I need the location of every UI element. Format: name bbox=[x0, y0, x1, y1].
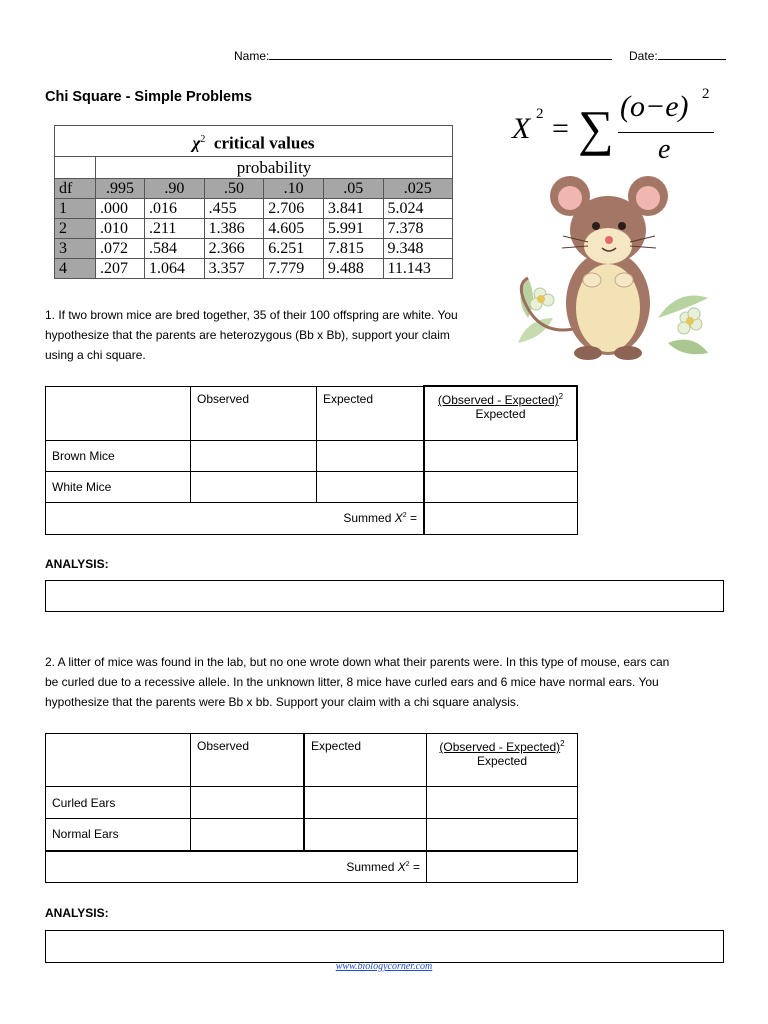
expected-header: Expected bbox=[304, 734, 427, 787]
value-cell: 3.357 bbox=[204, 259, 264, 279]
value-cell: 6.251 bbox=[264, 239, 324, 259]
table-row bbox=[46, 787, 578, 819]
page-title: Chi Square - Simple Problems bbox=[45, 89, 253, 105]
formula-numerator: (o−e) bbox=[620, 90, 689, 123]
table-row bbox=[55, 199, 453, 219]
ratio-input[interactable] bbox=[424, 440, 577, 471]
expected-input[interactable] bbox=[317, 440, 425, 471]
value-cell: 9.488 bbox=[323, 259, 383, 279]
value-cell: .584 bbox=[145, 239, 205, 259]
prob-col-header: .90 bbox=[145, 179, 205, 199]
summed-label: Summed bbox=[346, 859, 395, 874]
value-cell: 3.841 bbox=[323, 199, 383, 219]
df-cell: 3 bbox=[55, 239, 96, 259]
question-line: 2. A litter of mice was found in the lab, but no one wrote down what their parents were. In this type of mouse, ears can bbox=[45, 655, 670, 669]
chi-symbol: χ bbox=[192, 133, 201, 153]
question-2-table bbox=[45, 733, 578, 883]
value-cell: .016 bbox=[145, 199, 205, 219]
corner-cell bbox=[46, 734, 191, 787]
critical-values-heading bbox=[55, 126, 453, 157]
ratio-input[interactable] bbox=[424, 471, 577, 502]
critical-values-table bbox=[54, 125, 453, 279]
formula-sum: ∑ bbox=[578, 100, 614, 156]
ratio-header bbox=[424, 386, 577, 440]
mouse-illustration bbox=[508, 168, 718, 368]
question-1-text bbox=[45, 305, 515, 365]
corner-cell bbox=[46, 386, 191, 440]
question-line: hypothesize that the parents were Bb x bb. Support your claim with a chi square analysis. bbox=[45, 695, 520, 709]
formula-eq: = bbox=[552, 112, 569, 145]
date-blank[interactable] bbox=[658, 48, 726, 60]
value-cell: 7.378 bbox=[383, 219, 452, 239]
date-label: Date: bbox=[629, 49, 658, 63]
summed-sup: 2 bbox=[402, 512, 407, 519]
summed-symbol: X bbox=[397, 859, 406, 874]
formula-x: X bbox=[512, 112, 531, 145]
formula-num-sup: 2 bbox=[702, 86, 710, 102]
analysis-box[interactable] bbox=[45, 580, 724, 612]
chi-square-formula bbox=[510, 86, 725, 170]
row-label-normal-ears: Normal Ears bbox=[46, 819, 191, 851]
prob-col-header: .50 bbox=[204, 179, 264, 199]
table-row bbox=[46, 440, 578, 471]
ratio-denominator: Expected bbox=[476, 754, 528, 768]
critical-values-title: critical values bbox=[213, 133, 315, 153]
value-cell: 4.605 bbox=[264, 219, 324, 239]
prob-col-header: .10 bbox=[264, 179, 324, 199]
observed-input[interactable] bbox=[191, 440, 317, 471]
fraction-bar bbox=[618, 132, 714, 133]
df-cell: 1 bbox=[55, 199, 96, 219]
question-line: 1. If two brown mice are bred together, 35 of their 100 offspring are white. You bbox=[45, 308, 458, 322]
expected-input[interactable] bbox=[317, 471, 425, 502]
observed-header: Observed bbox=[191, 734, 305, 787]
row-label-curled-ears: Curled Ears bbox=[46, 787, 191, 819]
footer-link[interactable]: www.biologycorner.com bbox=[335, 961, 433, 972]
ratio-sup: 2 bbox=[558, 392, 564, 401]
value-cell: 1.064 bbox=[145, 259, 205, 279]
prob-col-header: .05 bbox=[323, 179, 383, 199]
expected-input[interactable] bbox=[304, 787, 427, 819]
name-label: Name: bbox=[234, 49, 270, 63]
value-cell: 1.386 bbox=[204, 219, 264, 239]
table-row bbox=[55, 219, 453, 239]
summed-eq: = bbox=[412, 859, 420, 874]
summed-eq: = bbox=[409, 511, 417, 525]
value-cell: 9.348 bbox=[383, 239, 452, 259]
value-cell: .207 bbox=[96, 259, 145, 279]
table-row bbox=[55, 239, 453, 259]
ratio-header bbox=[427, 734, 578, 787]
summed-sup: 2 bbox=[405, 860, 410, 868]
value-cell: 2.706 bbox=[264, 199, 324, 219]
observed-input[interactable] bbox=[191, 471, 317, 502]
blank-cell bbox=[55, 157, 96, 179]
question-line: be curled due to a recessive allele. In the unknown litter, 8 mice have curled ears and 6 mice have normal ears. You bbox=[45, 675, 659, 689]
ratio-input[interactable] bbox=[427, 787, 578, 819]
value-cell: .211 bbox=[145, 219, 205, 239]
table-row bbox=[55, 259, 453, 279]
value-cell: 7.815 bbox=[323, 239, 383, 259]
observed-input[interactable] bbox=[191, 819, 305, 851]
expected-input[interactable] bbox=[304, 819, 427, 851]
analysis-box[interactable] bbox=[45, 930, 724, 963]
summed-label-cell bbox=[46, 502, 425, 534]
value-cell: .455 bbox=[204, 199, 264, 219]
table-row bbox=[46, 471, 578, 502]
summed-label: Summed bbox=[343, 511, 392, 525]
summed-input[interactable] bbox=[427, 851, 578, 883]
value-cell: 2.366 bbox=[204, 239, 264, 259]
value-cell: 11.143 bbox=[383, 259, 452, 279]
name-date-header bbox=[234, 48, 726, 63]
value-cell: 5.024 bbox=[383, 199, 452, 219]
question-2-text bbox=[45, 652, 735, 712]
summed-input[interactable] bbox=[424, 502, 577, 534]
ratio-input[interactable] bbox=[427, 819, 578, 851]
question-1-table bbox=[45, 385, 578, 535]
probability-label: probability bbox=[96, 157, 453, 179]
question-line: using a chi square. bbox=[45, 348, 146, 362]
df-cell: 4 bbox=[55, 259, 96, 279]
summed-symbol: X bbox=[394, 511, 403, 525]
question-line: hypothesize that the parents are heterozygous (Bb x Bb), support your claim bbox=[45, 328, 450, 342]
row-label-brown-mice: Brown Mice bbox=[46, 440, 191, 471]
df-header: df bbox=[55, 179, 96, 199]
observed-input[interactable] bbox=[191, 787, 305, 819]
table-row bbox=[46, 819, 578, 851]
df-cell: 2 bbox=[55, 219, 96, 239]
analysis-label: ANALYSIS: bbox=[45, 557, 109, 571]
value-cell: 5.991 bbox=[323, 219, 383, 239]
expected-header: Expected bbox=[317, 386, 425, 440]
ratio-sup: 2 bbox=[560, 739, 565, 748]
prob-col-header: .025 bbox=[383, 179, 452, 199]
summed-label-cell bbox=[46, 851, 427, 883]
name-blank[interactable] bbox=[269, 48, 612, 60]
ratio-numerator: (Observed - Expected) bbox=[437, 393, 559, 407]
chi-sup: 2 bbox=[200, 133, 206, 145]
value-cell: 7.779 bbox=[264, 259, 324, 279]
analysis-label: ANALYSIS: bbox=[45, 906, 109, 920]
formula-denominator: e bbox=[658, 134, 671, 165]
value-cell: .072 bbox=[96, 239, 145, 259]
ratio-numerator: (Observed - Expected) bbox=[439, 740, 561, 754]
prob-col-header: .995 bbox=[96, 179, 145, 199]
formula-x-sup: 2 bbox=[536, 106, 544, 122]
ratio-denominator: Expected bbox=[475, 407, 526, 421]
row-label-white-mice: White Mice bbox=[46, 471, 191, 502]
value-cell: .010 bbox=[96, 219, 145, 239]
observed-header: Observed bbox=[191, 386, 317, 440]
value-cell: .000 bbox=[96, 199, 145, 219]
